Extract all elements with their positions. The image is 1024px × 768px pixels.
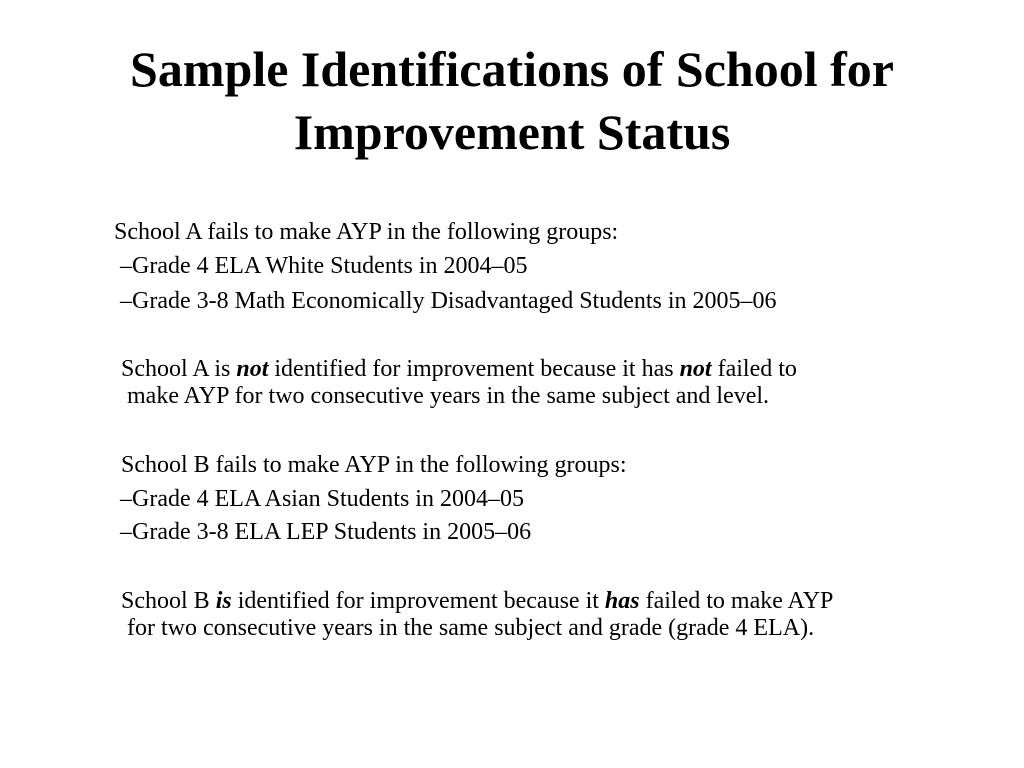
school-a-intro: School A fails to make AYP in the following groups: [114,219,619,245]
title-line-2: Improvement Status [293,104,731,160]
school-b-conclusion-text-1: School B [121,588,216,614]
school-a-conclusion-text-1: School A is [121,356,237,382]
school-b-conclusion-line-1 [121,587,833,615]
school-b-intro: School B fails to make AYP in the following groups: [121,452,627,478]
school-a-emphasis-not-2: not [679,356,712,382]
school-b-item-1: –Grade 4 ELA Asian Students in 2004–05 [120,486,524,512]
school-a-conclusion-line-1 [121,355,797,383]
school-a-item-1: –Grade 4 ELA White Students in 2004–05 [120,253,528,279]
school-b-conclusion-text-3: failed to make AYP [639,588,834,614]
title-line-1: Sample Identifications of School for [130,41,894,97]
school-b-item-2: –Grade 3-8 ELA LEP Students in 2005–06 [120,519,532,545]
school-b-emphasis-is: is [215,588,232,614]
school-a-conclusion-line-2: make AYP for two consecutive years in the same subject and level. [127,383,770,409]
school-b-emphasis-has: has [604,588,640,614]
school-b-conclusion-line-2: for two consecutive years in the same subject and grade (grade 4 ELA). [127,615,815,641]
school-a-emphasis-not-1: not [236,356,269,382]
school-a-conclusion-text-3: failed to [711,356,797,382]
school-b-conclusion-text-2: identified for improvement because it [231,588,605,614]
school-a-conclusion-text-2: identified for improvement because it has [268,356,680,382]
school-a-item-2: –Grade 3-8 Math Economically Disadvantaged Students in 2005–06 [120,288,777,314]
